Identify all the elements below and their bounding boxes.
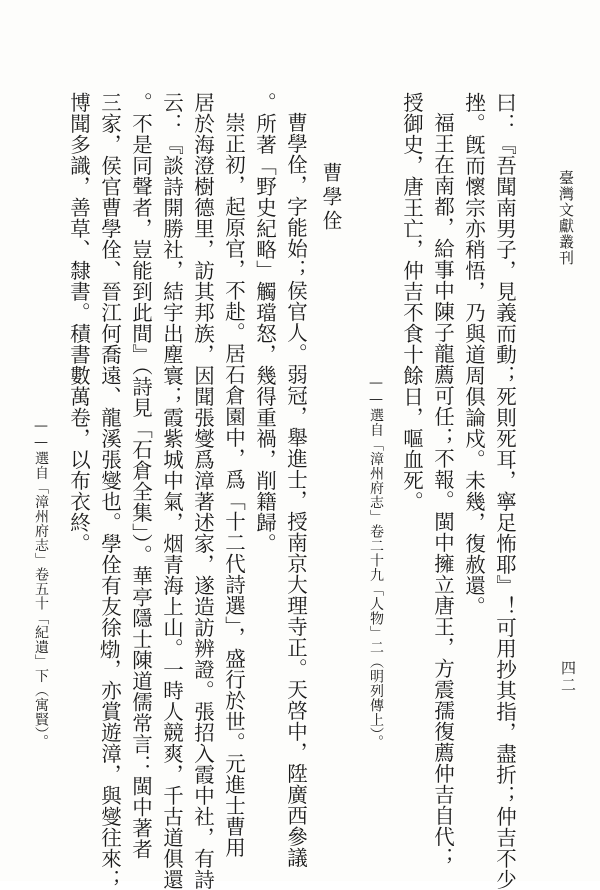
text-line: 挫。旣而懷宗亦稍悟，乃與道周俱論戍。未幾，復赦還。: [461, 92, 486, 617]
text-line: 博聞多識，善草、隸書。積書數萬卷，以布衣終。: [66, 92, 91, 554]
text-line: 授御史，唐王亡，仲吉不食十餘日，嘔血死。: [399, 92, 424, 512]
text-line: 崇正初，起原官，不赴。居石倉園中，爲「十二代詩選」，盛行於世。元進士曹用: [221, 112, 246, 858]
page-number: 四二: [559, 660, 577, 694]
text-line: 曹學佺，字能始；侯官人。弱冠，舉進士，授南京大理寺正。天啓中，陞廣西參議: [283, 112, 308, 868]
text-line: 。不是同聲者，豈能到此間』（詩見「石倉全集」）。華亭隱士陳道儒常言：閩中著者: [128, 92, 153, 860]
source-citation: ——選自「漳州府志」卷二十九「人物」二（明列傳上）。: [368, 375, 384, 749]
text-line: 曰：『吾聞南男子，見義而動；死則死耳，寧足怖耶』！可用抄其指，盡折；仲吉不少: [492, 92, 517, 890]
text-line: 居於海澄樹德里，訪其邦族，因聞張燮爲漳著述家，遂造訪辨證。張招入霞中社，有詩: [190, 92, 215, 890]
source-citation: ——選自「漳州府志」卷五十「紀遺」下（寓賢）。: [33, 418, 49, 749]
text-line: 。所著「野史紀略」觸璫怒，幾得重禍，削籍歸。: [252, 92, 277, 554]
section-title: 曹學佺: [319, 162, 343, 234]
text-line: 云：『談詩開勝社，結宇出塵寰；霞紫城中氣，烟青海上山。一時人競爽，千古道俱還: [159, 92, 184, 890]
text-line: 福王在南都，給事中陳子龍薦可任；不報。閩中擁立唐王，方震孺復薦仲吉自代；: [430, 112, 455, 868]
text-line: 三家，侯官曹學佺、晉江何喬遠、龍溪張燮也。學佺有友徐𤊹，亦賞遊漳，與燮往來；: [97, 92, 122, 890]
series-title: 臺灣文獻叢刊: [557, 170, 575, 266]
